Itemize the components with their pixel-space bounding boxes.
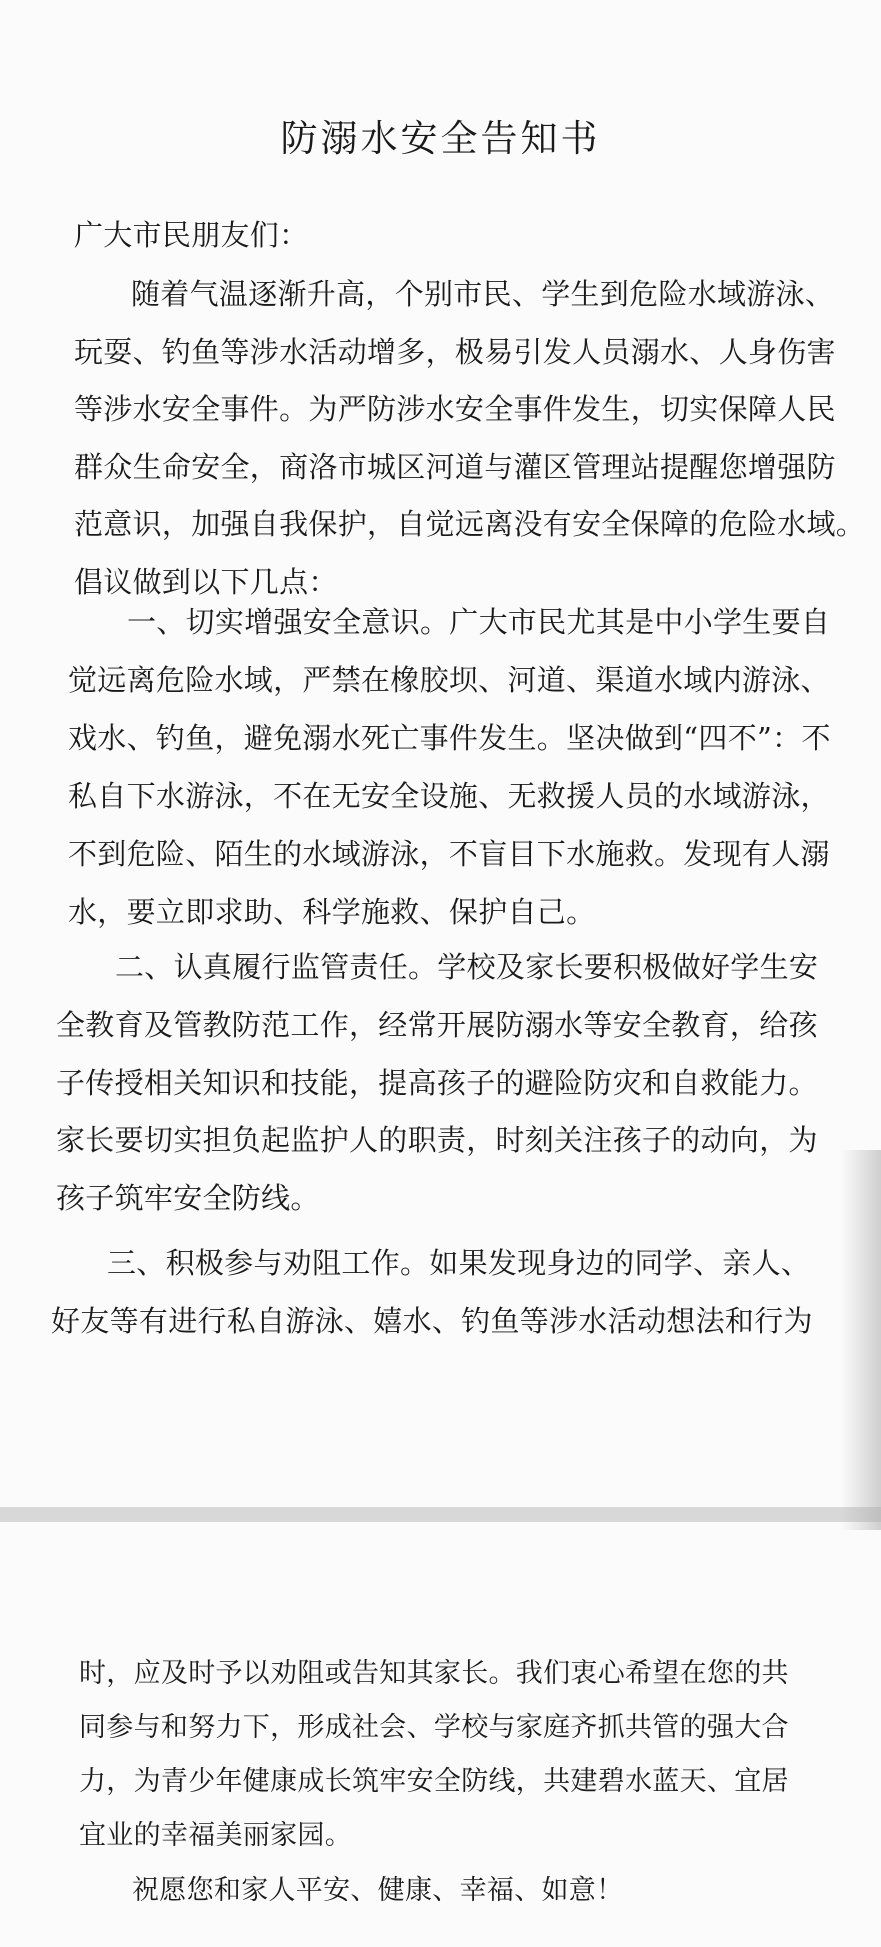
page-gap bbox=[0, 1507, 881, 1522]
section2-line: 子传授相关知识和技能，提高孩子的避险防灾和自救能力。 bbox=[56, 1066, 818, 1100]
scan-shadow bbox=[841, 1150, 881, 1530]
intro-line: 随着气温逐渐升高，个别市民、学生到危险水域游泳、 bbox=[131, 277, 835, 311]
intro-line: 群众生命安全，商洛市城区河道与灌区管理站提醒您增强防 bbox=[74, 450, 836, 484]
continuation-line: 宜业的幸福美丽家园。 bbox=[79, 1820, 352, 1851]
section1-line: 戏水、钓鱼，避免溺水死亡事件发生。坚决做到“四不”：不 bbox=[68, 721, 831, 755]
section3-line: 三、积极参与劝阻工作。如果发现身边的同学、亲人、 bbox=[107, 1246, 811, 1280]
continuation-line: 力，为青少年健康成长筑牢安全防线，共建碧水蓝天、宜居 bbox=[79, 1766, 789, 1797]
section1-line: 不到危险、陌生的水域游泳，不盲目下水施救。发现有人溺 bbox=[68, 837, 830, 871]
continuation-line: 同参与和努力下，形成社会、学校与家庭齐抓共管的强大合 bbox=[79, 1712, 789, 1743]
section2-line: 家长要切实担负起监护人的职责，时刻关注孩子的动向，为 bbox=[56, 1123, 818, 1157]
intro-line: 倡议做到以下几点： bbox=[74, 565, 338, 599]
salutation: 广大市民朋友们： bbox=[74, 218, 309, 252]
section3-line: 好友等有进行私自游泳、嬉水、钓鱼等涉水活动想法和行为 bbox=[51, 1304, 813, 1338]
continuation-line: 时，应及时予以劝阻或告知其家长。我们衷心希望在您的共 bbox=[79, 1658, 789, 1689]
section2-line: 二、认真履行监管责任。学校及家长要积极做好学生安 bbox=[115, 950, 819, 984]
section2-line: 全教育及管教防范工作，经常开展防溺水等安全教育，给孩 bbox=[56, 1008, 818, 1042]
section1-line: 水，要立即求助、科学施救、保护自己。 bbox=[68, 895, 596, 929]
intro-line: 玩耍、钓鱼等涉水活动增多，极易引发人员溺水、人身伤害 bbox=[74, 335, 836, 369]
intro-line: 范意识，加强自我保护，自觉远离没有安全保障的危险水域。 bbox=[74, 507, 866, 541]
section1-line: 觉远离危险水域，严禁在橡胶坝、河道、渠道水域内游泳、 bbox=[68, 663, 830, 697]
section2-line: 孩子筑牢安全防线。 bbox=[56, 1181, 320, 1215]
closing-line: 祝愿您和家人平安、健康、幸福、如意！ bbox=[132, 1875, 624, 1906]
section1-line: 私自下水游泳，不在无安全设施、无救援人员的水域游泳， bbox=[68, 779, 830, 813]
intro-line: 等涉水安全事件。为严防涉水安全事件发生，切实保障人民 bbox=[74, 392, 836, 426]
section1-line: 一、切实增强安全意识。广大市民尤其是中小学生要自 bbox=[127, 605, 831, 639]
document-title: 防溺水安全告知书 bbox=[280, 117, 601, 160]
